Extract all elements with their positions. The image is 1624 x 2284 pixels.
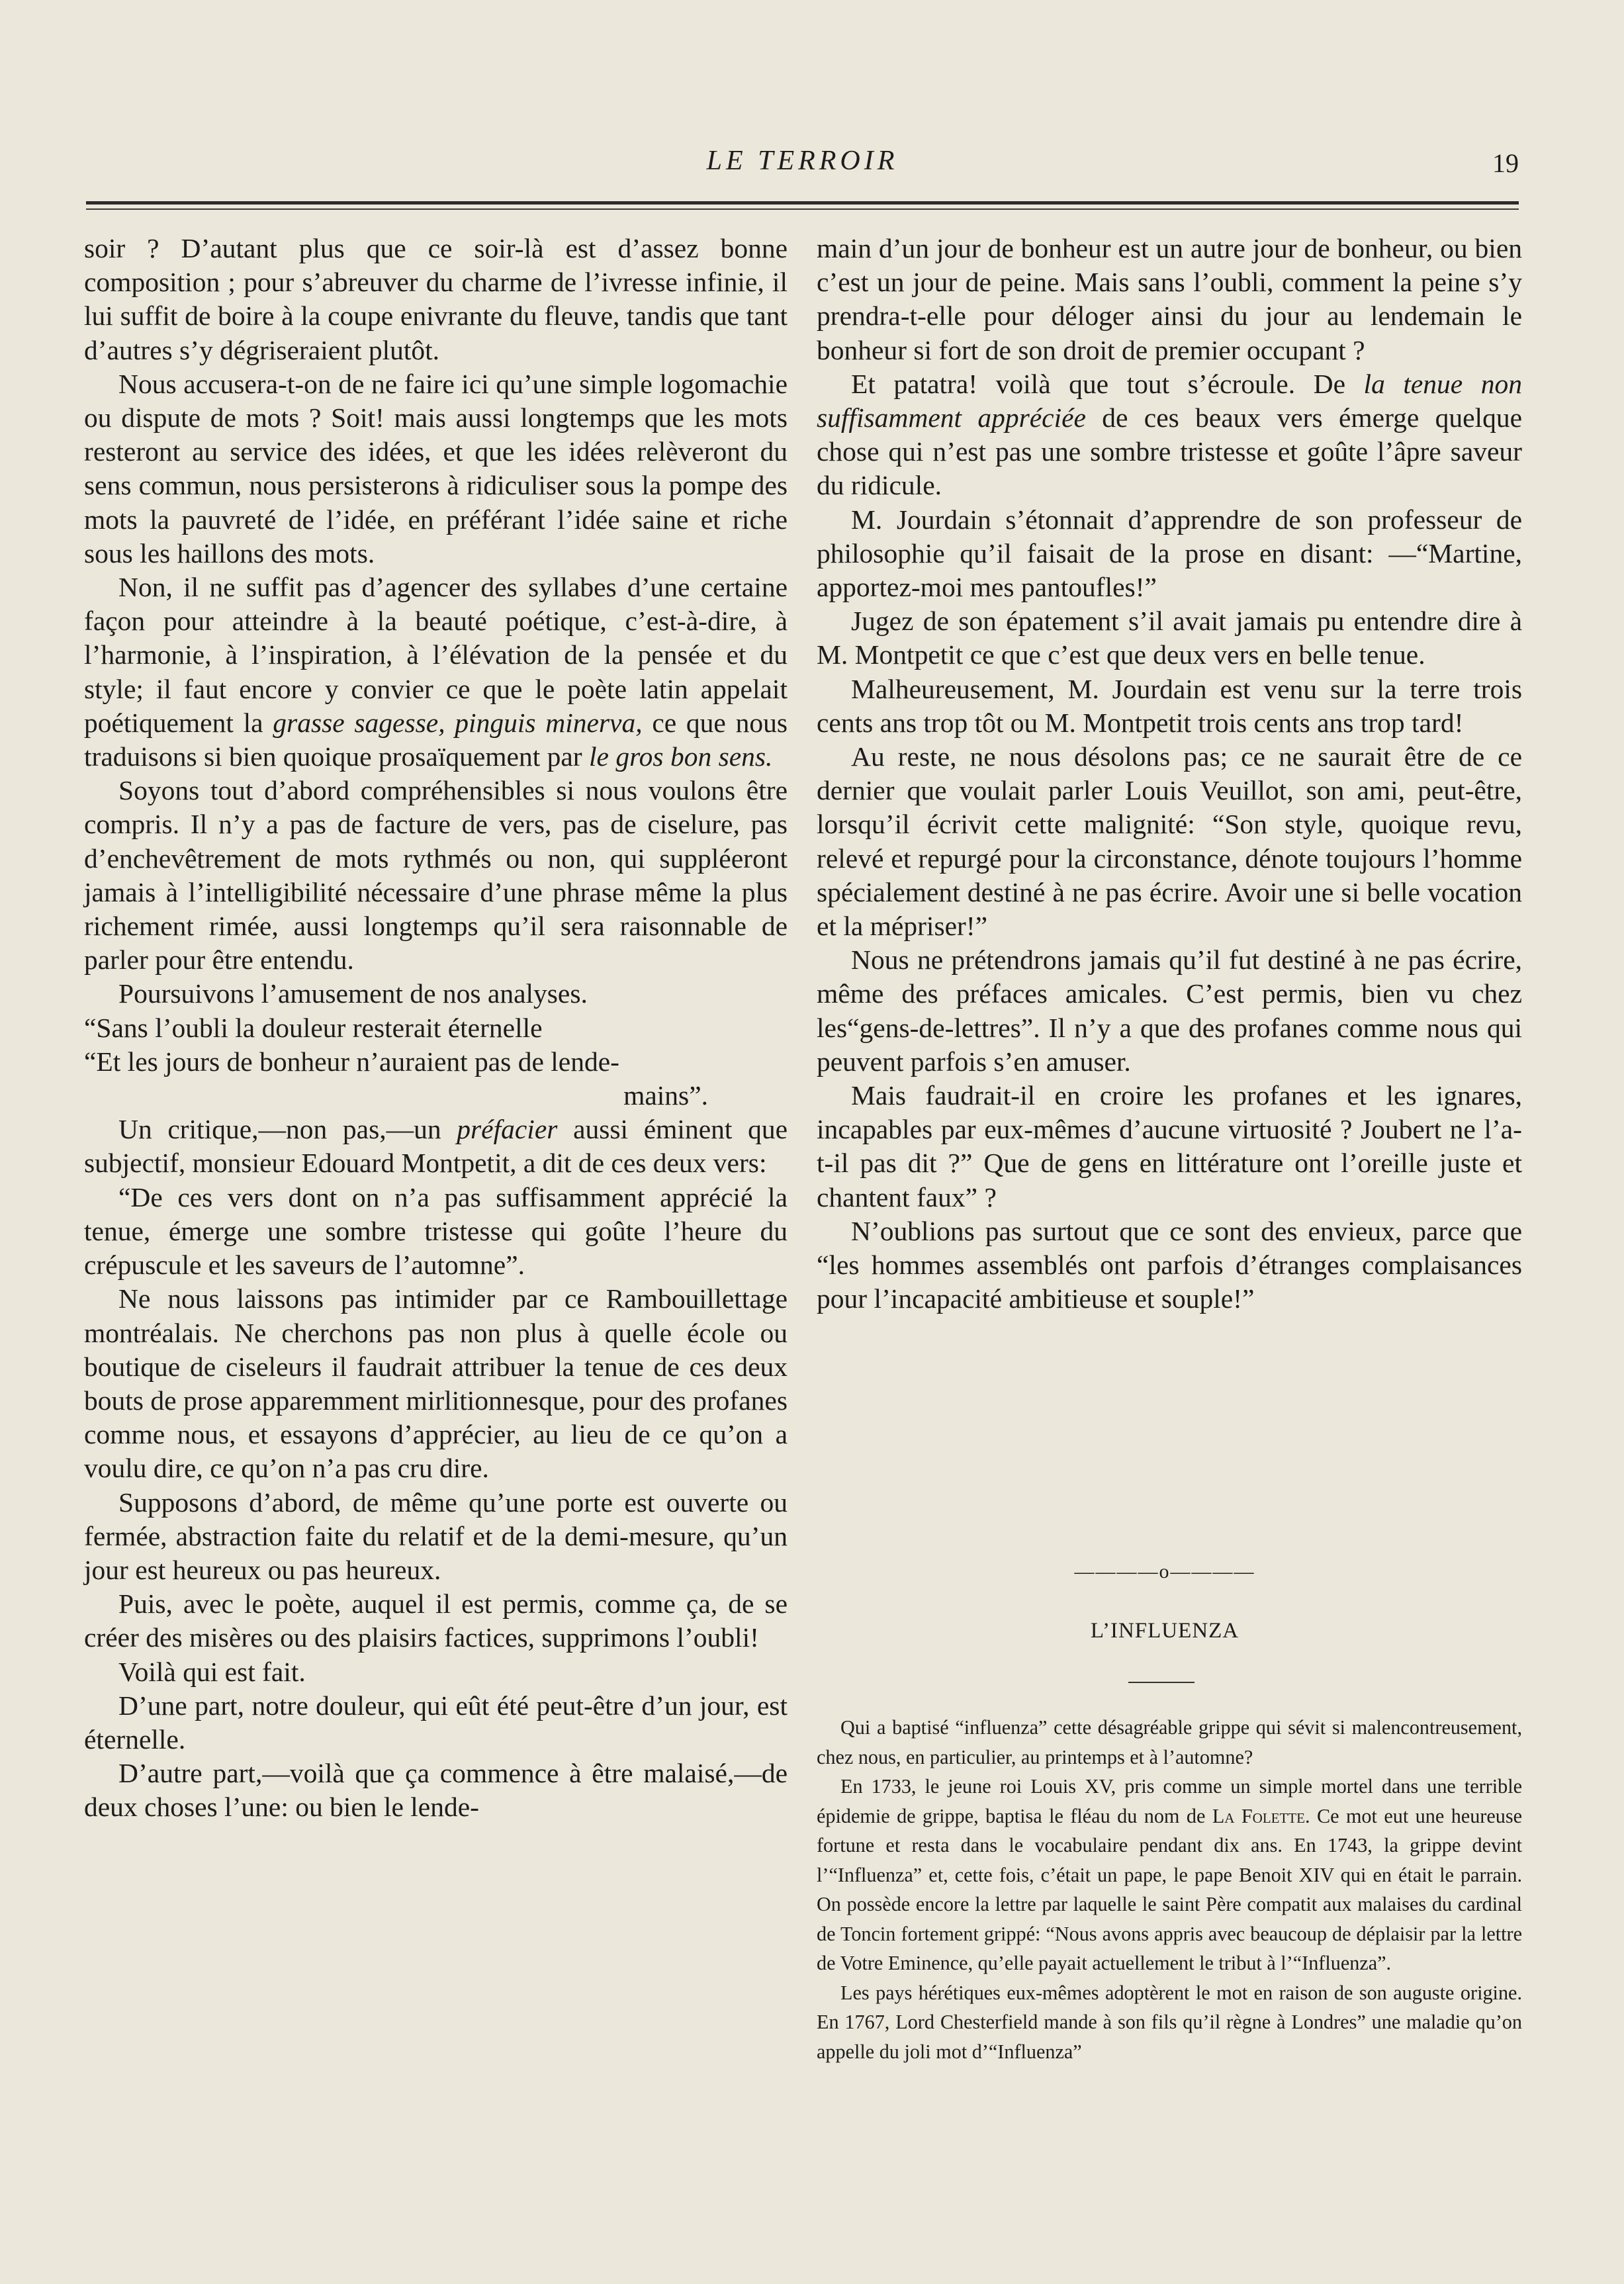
italic-phrase: le gros bon sens.	[589, 741, 773, 772]
italic-phrase: préfacier	[457, 1114, 558, 1145]
paragraph: Les pays hérétiques eux-mêmes adoptèrent le mot en raison de son auguste origine. En 1767, Lord Chesterfield mande à son fils qu’il règne à Londres” une maladie qu’on appelle du joli mot d’“Influenza”	[817, 1981, 1522, 2063]
right-column	[817, 232, 1522, 1316]
paragraph: M. Jourdain s’étonnait d’apprendre de son professeur de philosophie qu’il faisait de la prose en disant: —“Martine, apportez-moi mes pantoufles!”	[817, 504, 1522, 603]
paragraph: Poursuivons l’amusement de nos analyses.	[118, 978, 588, 1009]
small-caps-phrase: La Folette.	[1212, 1804, 1310, 1827]
paragraph: main d’un jour de bonheur est un autre jour de bonheur, ou bien c’est un jour de peine. Mais sans l’oubli, comment la peine s’y prendra-t-elle pour déloger ainsi du jour au lendemain le bonheur si fort de son droit de premier occupant ?	[817, 233, 1522, 365]
header-rule-thick	[86, 201, 1519, 205]
italic-phrase: grasse sagesse, pinguis minerva,	[273, 707, 643, 738]
text-run: En 1733, le jeune roi Louis XV, pris comme un simple mortel dans une terrible épidemie de grippe, baptisa le fléau du nom de	[817, 1775, 1522, 1827]
paragraph: Qui a baptisé “influenza” cette désagréable grippe qui sévit si malencontreusement, chez nous, en particulier, au printemps et à l’automne?	[817, 1716, 1522, 1768]
text-run: aussi éminent que subjectif, monsieur Edouard Montpetit, a dit de ces deux vers:	[84, 1114, 788, 1179]
paragraph: Puis, avec le poète, auquel il est permis, comme ça, de se créer des misères ou des plaisirs factices, supprimons l’oubli!	[84, 1588, 788, 1653]
italic-phrase: la tenue non suffisamment appréciée	[817, 368, 1522, 434]
paragraph: Nous accusera-t-on de ne faire ici qu’une simple logomachie ou dispute de mots ? Soit! mais aussi longtemps que les mots resteront au service des idées, et que les idées relèveront du sens commun, nous persisterons à ridiculiser sous la pompe des mots la pauvreté de l’idée, en préférant l’idée saine et riche sous les haillons des mots.	[84, 368, 788, 569]
running-title: LE TERROIR	[706, 146, 899, 176]
paragraph: D’autre part,—voilà que ça commence à être malaisé,—de deux choses l’une: ou bien le lende-	[84, 1758, 788, 1823]
paragraph: Malheureusement, M. Jourdain est venu sur la terre trois cents ans trop tôt ou M. Montpetit trois cents ans trop tard!	[817, 673, 1522, 738]
paragraph: soir ? D’autant plus que ce soir-là est d’assez bonne composition ; pour s’abreuver du charme de l’ivresse infinie, il lui suffit de boire à la coupe enivrante du fleuve, tandis que tant d’autres s’y dégriseraient plutôt.	[84, 233, 788, 365]
text-run: Et patatra! voilà que tout s’écroule. De	[851, 368, 1364, 399]
section-rule	[1128, 1682, 1195, 1683]
text-run: Ce mot eut une heureuse fortune et resta dans le vocabulaire pendant dix ans. En 1743, la grippe devint l’“Influenza” et, cette fois, c’était un pape, le pape Benoit XIV qui en était le parrain. On possède encore la lettre par laquelle le saint Père compatit aux malaises du cardinal de Toncin fortement grippé: “Nous avons appris avec beaucoup de déplaisir par la lettre de Votre Eminence, qu’elle payait actuellement le tribut à l’“Influenza”.	[817, 1804, 1522, 1974]
paragraph: D’une part, notre douleur, qui eût été peut-être d’un jour, est éternelle.	[84, 1690, 788, 1755]
paragraph: Voilà qui est fait.	[118, 1656, 306, 1687]
paragraph	[84, 1113, 788, 1180]
text-run: de ces beaux vers émerge quelque chose qui n’est pas une sombre tristesse et goûte l’âpre saveur du ridicule.	[817, 402, 1523, 501]
running-head	[86, 142, 1519, 182]
paragraph	[817, 1772, 1522, 1978]
section-title: L’INFLUENZA	[1090, 1619, 1240, 1643]
paragraph: Jugez de son épatement s’il avait jamais pu entendre dire à M. Montpetit ce que c’est que deux vers en belle tenue.	[817, 606, 1522, 670]
text-run: Non, il ne suffit pas d’agencer des syllabes d’une certaine façon pour atteindre à la beauté poétique, c’est-à-dire, à l’harmonie, à l’inspiration, à l’élévation de la pensée et du style; il faut encore y convier ce que le poète latin appelait poétiquement la	[84, 572, 788, 738]
verse-line: mains”.	[623, 1080, 708, 1111]
paragraph: Au reste, ne nous désolons pas; ce ne saurait être de ce dernier que voulait parler Louis Veuillot, son ami, peut-être, lorsqu’il écrivit cette malignité: “Son style, quoique revu, relevé et repurgé pour la circonstance, dénote toujours l’homme spécialement destiné à ne pas écrire. Avoir une si belle vocation et la mépriser!”	[817, 741, 1522, 942]
paragraph	[817, 367, 1522, 503]
left-column	[84, 232, 788, 1825]
paragraph: N’oublions pas surtout que ce sont des envieux, parce que “les hommes assemblés ont parfois d’étranges complaisances pour l’incapacité ambitieuse et souple!”	[817, 1215, 1522, 1314]
header-rule-thin	[86, 208, 1519, 210]
paragraph: Mais faudrait-il en croire les profanes et les ignares, incapables par eux-mêmes d’aucune virtuosité ? Joubert ne l’a-t-il pas dit ?” Que de gens en littérature ont l’oreille juste et chantent faux” ?	[817, 1080, 1522, 1212]
paragraph: Nous ne prétendrons jamais qu’il fut destiné à ne pas écrire, même des préfaces amicales. C’est permis, bien vu chez les“gens-de-lettres”. Il n’y a que des profanes comme nous qui peuvent parfois s’en amuser.	[817, 944, 1522, 1077]
text-run: Un critique,—non pas,—un	[118, 1114, 457, 1145]
paragraph	[84, 571, 788, 774]
verse-line: “Et les jours de bonheur n’auraient pas de lende-	[84, 1046, 619, 1077]
section-ornament: ————o————	[1074, 1561, 1255, 1582]
paragraph: Supposons d’abord, de même qu’une porte est ouverte ou fermée, abstraction faite du relatif et de la demi-mesure, qu’un jour est heureux ou pas heureux.	[84, 1486, 788, 1585]
text-run: ce que nous traduisons si bien quoique prosaïquement par	[84, 707, 788, 772]
paragraph: Ne nous laissons pas intimider par ce Rambouillettage montréalais. Ne cherchons pas non plus à quelle école ou boutique de ciseleurs il faudrait attribuer la tenue de ces deux bouts de prose apparemment mirlitionnesque, pour des profanes comme nous, et essayons d’apprécier, au lieu de ce qu’on a voulu dire, ce qu’on n’a pas cru dire.	[84, 1283, 788, 1484]
paragraph: Soyons tout d’abord compréhensibles si nous voulons être compris. Il n’y a pas de facture de vers, pas de ciselure, pas d’enchevêtrement de mots rythmés ou non, qui suppléeront jamais à l’intelligibilité nécessaire d’une phrase même la plus richement rimée, aussi longtemps qu’il sera raisonnable de parler pour être entendu.	[84, 775, 788, 976]
quotation: “De ces vers dont on n’a pas suffisamment apprécié la tenue, émerge une sombre tristesse qui goûte l’heure du crépuscule et les saveurs de l’automne”.	[84, 1181, 788, 1281]
influenza-article	[817, 1713, 1522, 2066]
page-number: 19	[1492, 148, 1519, 178]
verse-line: “Sans l’oubli la douleur resterait éternelle	[84, 1012, 543, 1043]
